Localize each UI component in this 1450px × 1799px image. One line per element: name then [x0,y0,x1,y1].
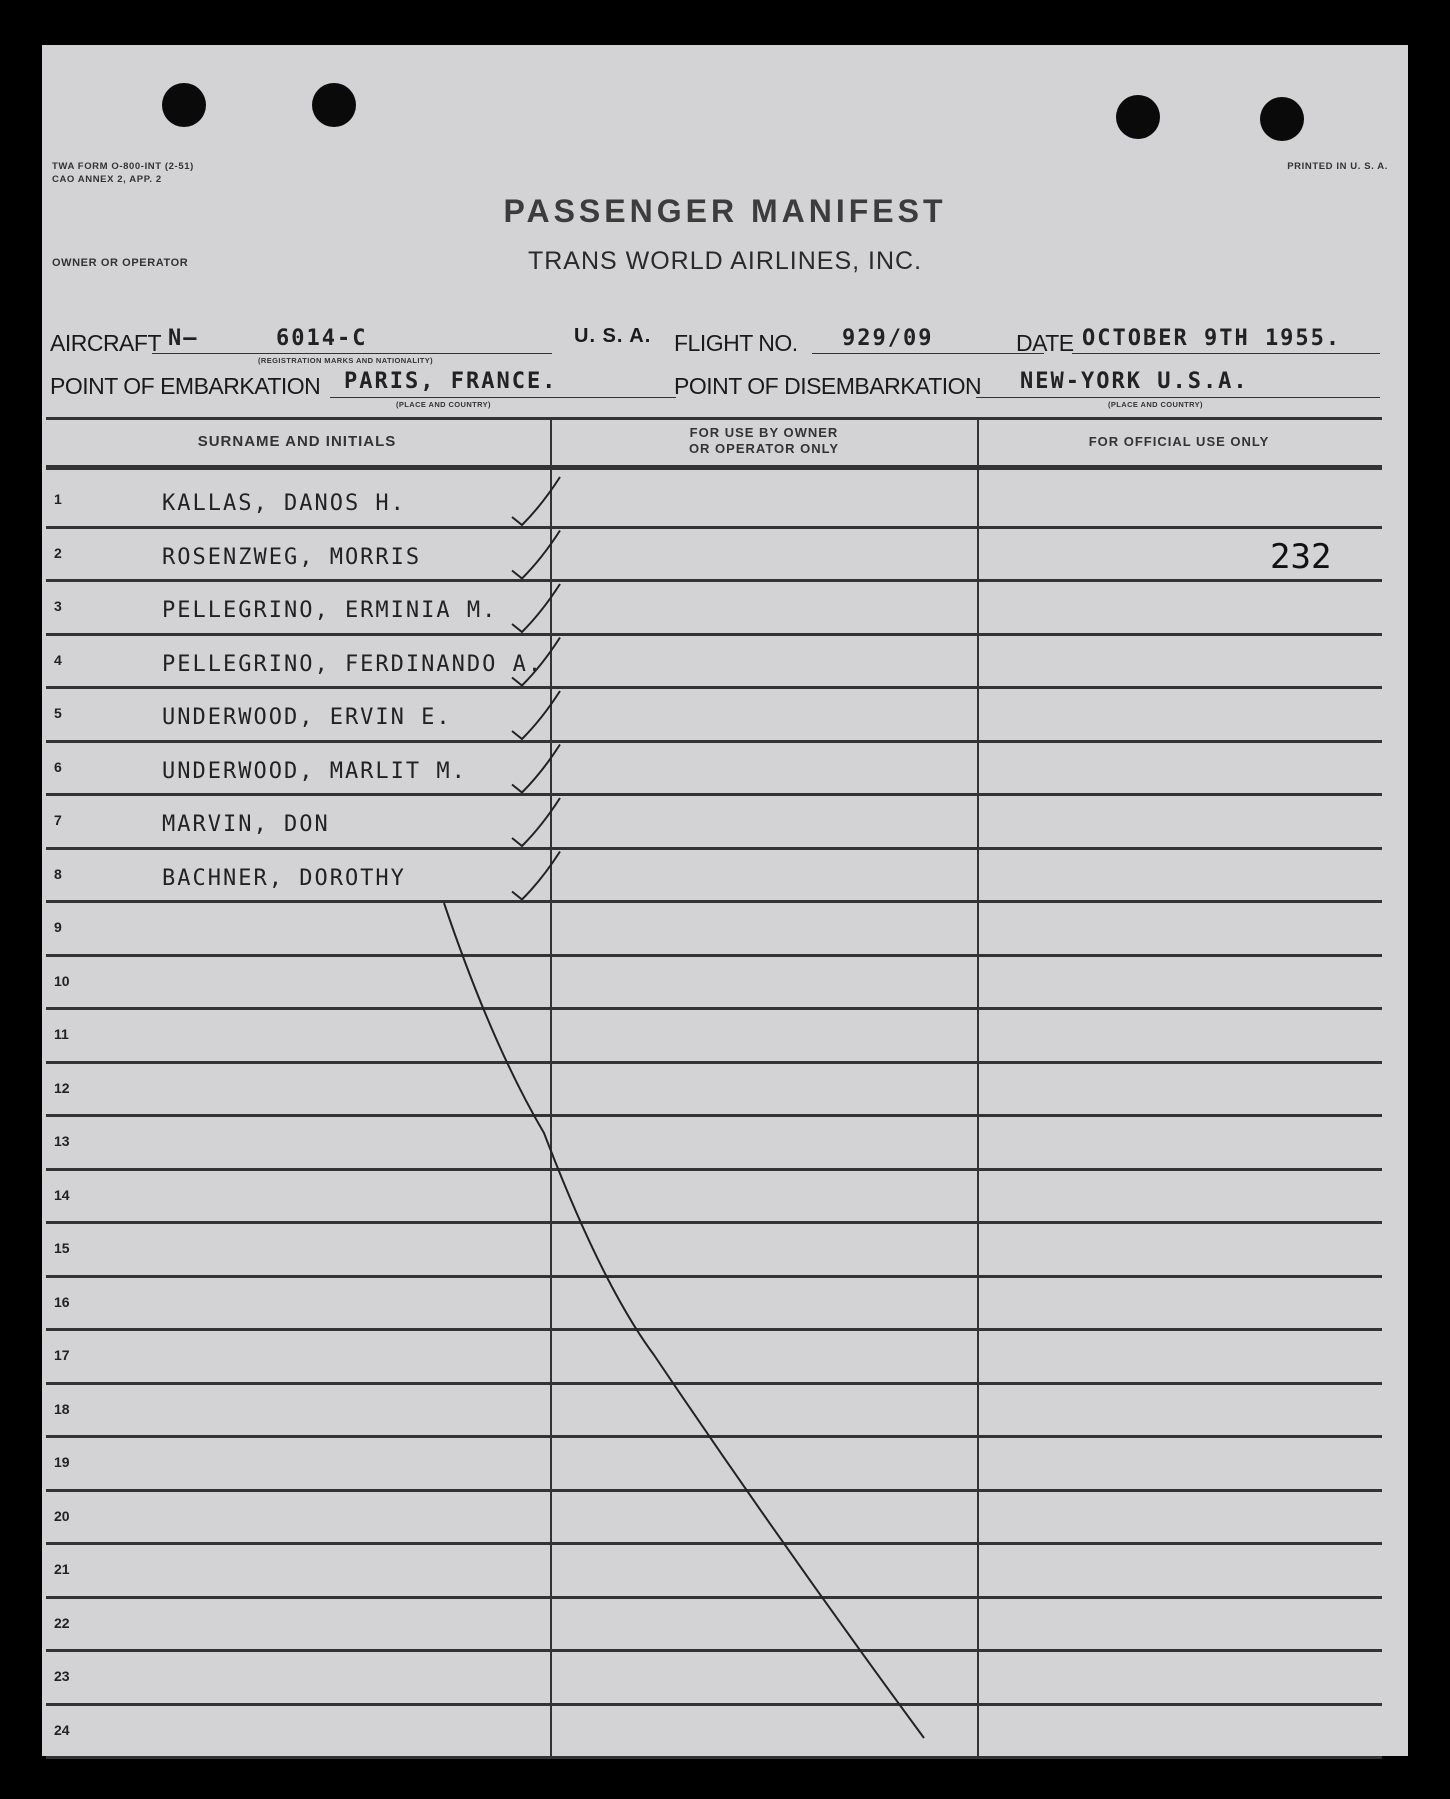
embarkation-label: POINT OF EMBARKATION [50,373,321,399]
disembarkation-value: NEW-YORK U.S.A. [1020,369,1249,394]
row-number: 15 [54,1240,70,1256]
aircraft-prefix: N— [168,326,199,351]
check-mark [512,477,560,525]
passenger-name: UNDERWOOD, ERVIN E. [162,705,452,730]
row-number: 12 [54,1079,70,1096]
check-mark [512,584,560,632]
row-number: 10 [54,972,70,989]
row-number: 22 [54,1614,70,1631]
owner-use-line2: OR OPERATOR ONLY [688,441,840,456]
airline-name: TRANS WORLD AIRLINES, INC. [527,247,923,275]
aircraft-hint: (REGISTRATION MARKS AND NATIONALITY) [258,356,434,365]
check-mark [512,638,560,686]
form-code-line1: TWA FORM O-800-INT (2-51) [52,161,194,172]
row-number: 5 [54,705,62,721]
pen-marks [42,45,1408,1756]
row-number: 19 [54,1454,70,1470]
manifest-sheet [42,45,1408,1756]
row-number: 11 [54,1026,69,1042]
check-mark [512,691,560,739]
owner-use-line1: FOR USE BY OWNER [689,425,839,440]
aircraft-label: AIRCRAFT [50,330,161,356]
column-header-official-use: FOR OFFICIAL USE ONLY [1088,434,1270,449]
row-number: 20 [54,1507,70,1524]
passenger-name: MARVIN, DON [162,812,330,837]
row-number: 23 [54,1668,70,1684]
flight-label: FLIGHT NO. [674,330,798,356]
row-number: 21 [54,1561,70,1577]
country-label: U. S. A. [574,325,652,347]
row-number: 14 [54,1186,70,1203]
owner-operator-label: OWNER OR OPERATOR [52,257,189,269]
row-number: 1 [54,491,62,507]
row-number: 8 [54,865,62,882]
check-mark [512,852,560,900]
row-number: 3 [54,598,62,614]
passenger-name: UNDERWOOD, MARLIT M. [162,758,467,784]
row-number: 17 [54,1347,70,1363]
check-mark [512,745,560,793]
row-number: 18 [54,1400,70,1417]
embarkation-value: PARIS, FRANCE. [344,369,558,394]
void-line [444,903,924,1738]
date-value: OCTOBER 9TH 1955. [1082,326,1342,351]
passenger-name: KALLAS, DANOS H. [162,491,406,516]
row-number: 24 [54,1721,70,1738]
column-header-surname: SURNAME AND INITIALS [197,433,397,450]
row-number: 6 [54,758,62,775]
embarkation-hint: (PLACE AND COUNTRY) [396,400,491,409]
row-number: 16 [54,1293,70,1310]
disembarkation-label: POINT OF DISEMBARKATION [674,373,982,399]
date-label: DATE [1016,330,1074,356]
passenger-name: BACHNER, DOROTHY [162,865,406,891]
aircraft-value: 6014-C [276,326,368,351]
row-number: 4 [54,651,62,668]
row-separator [46,1756,1382,1759]
form-code-line2: CAO ANNEX 2, APP. 2 [52,174,162,185]
row-number: 7 [54,812,62,828]
check-mark [512,798,560,846]
check-mark [512,531,560,579]
row-number: 2 [54,544,62,561]
row-number: 9 [54,919,62,935]
disembarkation-hint: (PLACE AND COUNTRY) [1108,400,1203,409]
passenger-name: ROSENZWEG, MORRIS [162,544,422,570]
passenger-name: PELLEGRINO, FERDINANDO A. [162,651,544,677]
passenger-name: PELLEGRINO, ERMINIA M. [162,598,498,623]
printed-in: PRINTED IN U. S. A. [1287,161,1388,172]
row-number: 13 [54,1133,70,1149]
flight-value: 929/09 [842,326,934,351]
official-value: 232 [1270,536,1332,577]
page-title: PASSENGER MANIFEST [503,193,947,229]
